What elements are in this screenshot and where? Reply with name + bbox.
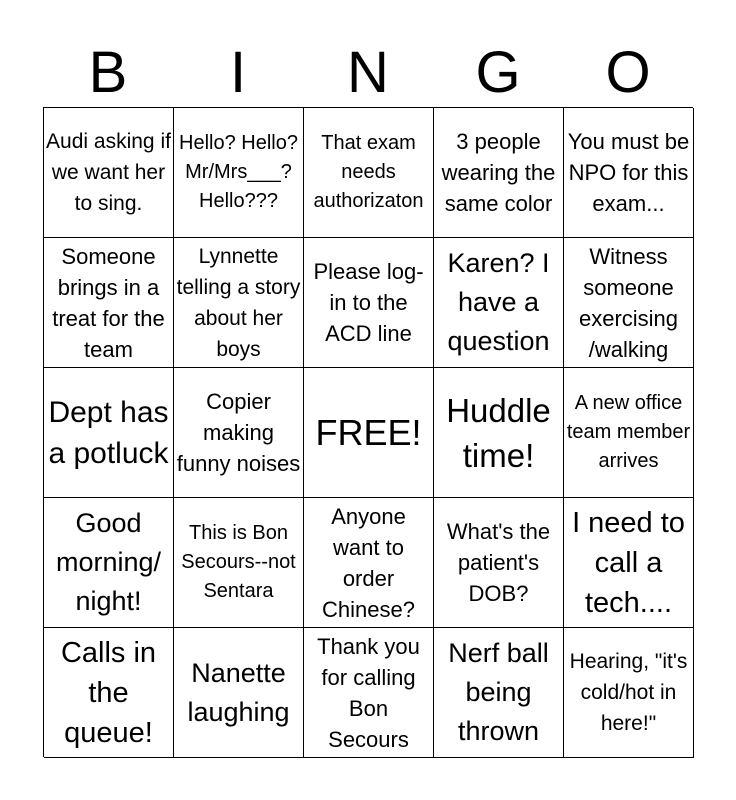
bingo-cell-r5-c2[interactable]	[174, 628, 304, 758]
cell-text: Thank you for calling Bon Secours	[317, 633, 420, 752]
header-letter-o: O	[605, 40, 651, 105]
cell-text: Nerf ball being thrown	[448, 638, 549, 746]
cell-text: I need to call a tech....	[572, 506, 685, 619]
bingo-cell-r3-c4[interactable]	[434, 368, 564, 498]
bingo-header	[43, 40, 693, 106]
cell-text: That exam needs authorizaton	[313, 132, 424, 212]
free-space-text: FREE!	[315, 411, 422, 453]
header-letter-b: B	[88, 40, 128, 105]
cell-text: Hello? Hello? Mr/Mrs___? Hello???	[179, 132, 298, 212]
bingo-cell-r4-c5[interactable]	[564, 498, 694, 628]
cell-text: Good morning/ night!	[55, 508, 162, 616]
cell-text: Karen? I have a question	[447, 248, 550, 356]
bingo-cell-r2-c3[interactable]	[304, 238, 434, 368]
bingo-card-grid	[43, 107, 693, 757]
header-letter-n: N	[347, 40, 389, 105]
bingo-cell-r1-c2[interactable]	[174, 108, 304, 238]
cell-text: Copier making funny noises	[176, 389, 301, 476]
cell-text: 3 people wearing the same color	[441, 129, 556, 216]
bingo-cell-r2-c2[interactable]	[174, 238, 304, 368]
cell-text: Nanette laughing	[187, 657, 290, 727]
cell-text: Huddle time!	[446, 391, 551, 474]
cell-text: A new office team member arrives	[566, 392, 691, 472]
bingo-cell-r2-c1[interactable]	[44, 238, 174, 368]
header-letter-i: I	[229, 40, 247, 105]
bingo-cell-r4-c4[interactable]	[434, 498, 564, 628]
bingo-cell-r1-c3[interactable]	[304, 108, 434, 238]
bingo-cell-r4-c1[interactable]	[44, 498, 174, 628]
header-letter-g: G	[475, 40, 521, 105]
bingo-cell-r2-c4[interactable]	[434, 238, 564, 368]
cell-text: This is Bon Secours--not Sentara	[181, 522, 296, 602]
cell-text: Please log-in to the ACD line	[313, 259, 424, 346]
bingo-cell-r1-c4[interactable]	[434, 108, 564, 238]
bingo-cell-r3-c3-free[interactable]	[304, 368, 434, 498]
bingo-cell-r3-c1[interactable]	[44, 368, 174, 498]
bingo-cell-r4-c2[interactable]	[174, 498, 304, 628]
cell-text: You must be NPO for this exam...	[567, 129, 690, 216]
cell-text: What's the patient's DOB?	[446, 519, 551, 606]
cell-text: Dept has a potluck	[48, 395, 169, 470]
bingo-cell-r1-c1[interactable]	[44, 108, 174, 238]
bingo-cell-r3-c5[interactable]	[564, 368, 694, 498]
bingo-cell-r5-c5[interactable]	[564, 628, 694, 758]
bingo-cell-r2-c5[interactable]	[564, 238, 694, 368]
bingo-cell-r4-c3[interactable]	[304, 498, 434, 628]
cell-text: Someone brings in a treat for the team	[52, 243, 165, 362]
bingo-cell-r5-c1[interactable]	[44, 628, 174, 758]
cell-text: Audi asking if we want her to sing.	[46, 130, 171, 215]
cell-text: Witness someone exercising /walking	[578, 243, 679, 362]
bingo-cell-r3-c2[interactable]	[174, 368, 304, 498]
bingo-cell-r5-c3[interactable]	[304, 628, 434, 758]
cell-text: Hearing, "it's cold/hot in here!"	[569, 650, 688, 735]
cell-text: Calls in the queue!	[60, 636, 157, 749]
bingo-cell-r1-c5[interactable]	[564, 108, 694, 238]
bingo-cell-r5-c4[interactable]	[434, 628, 564, 758]
cell-text: Lynnette telling a story about her boys	[176, 244, 301, 361]
cell-text: Anyone want to order Chinese?	[322, 503, 415, 622]
